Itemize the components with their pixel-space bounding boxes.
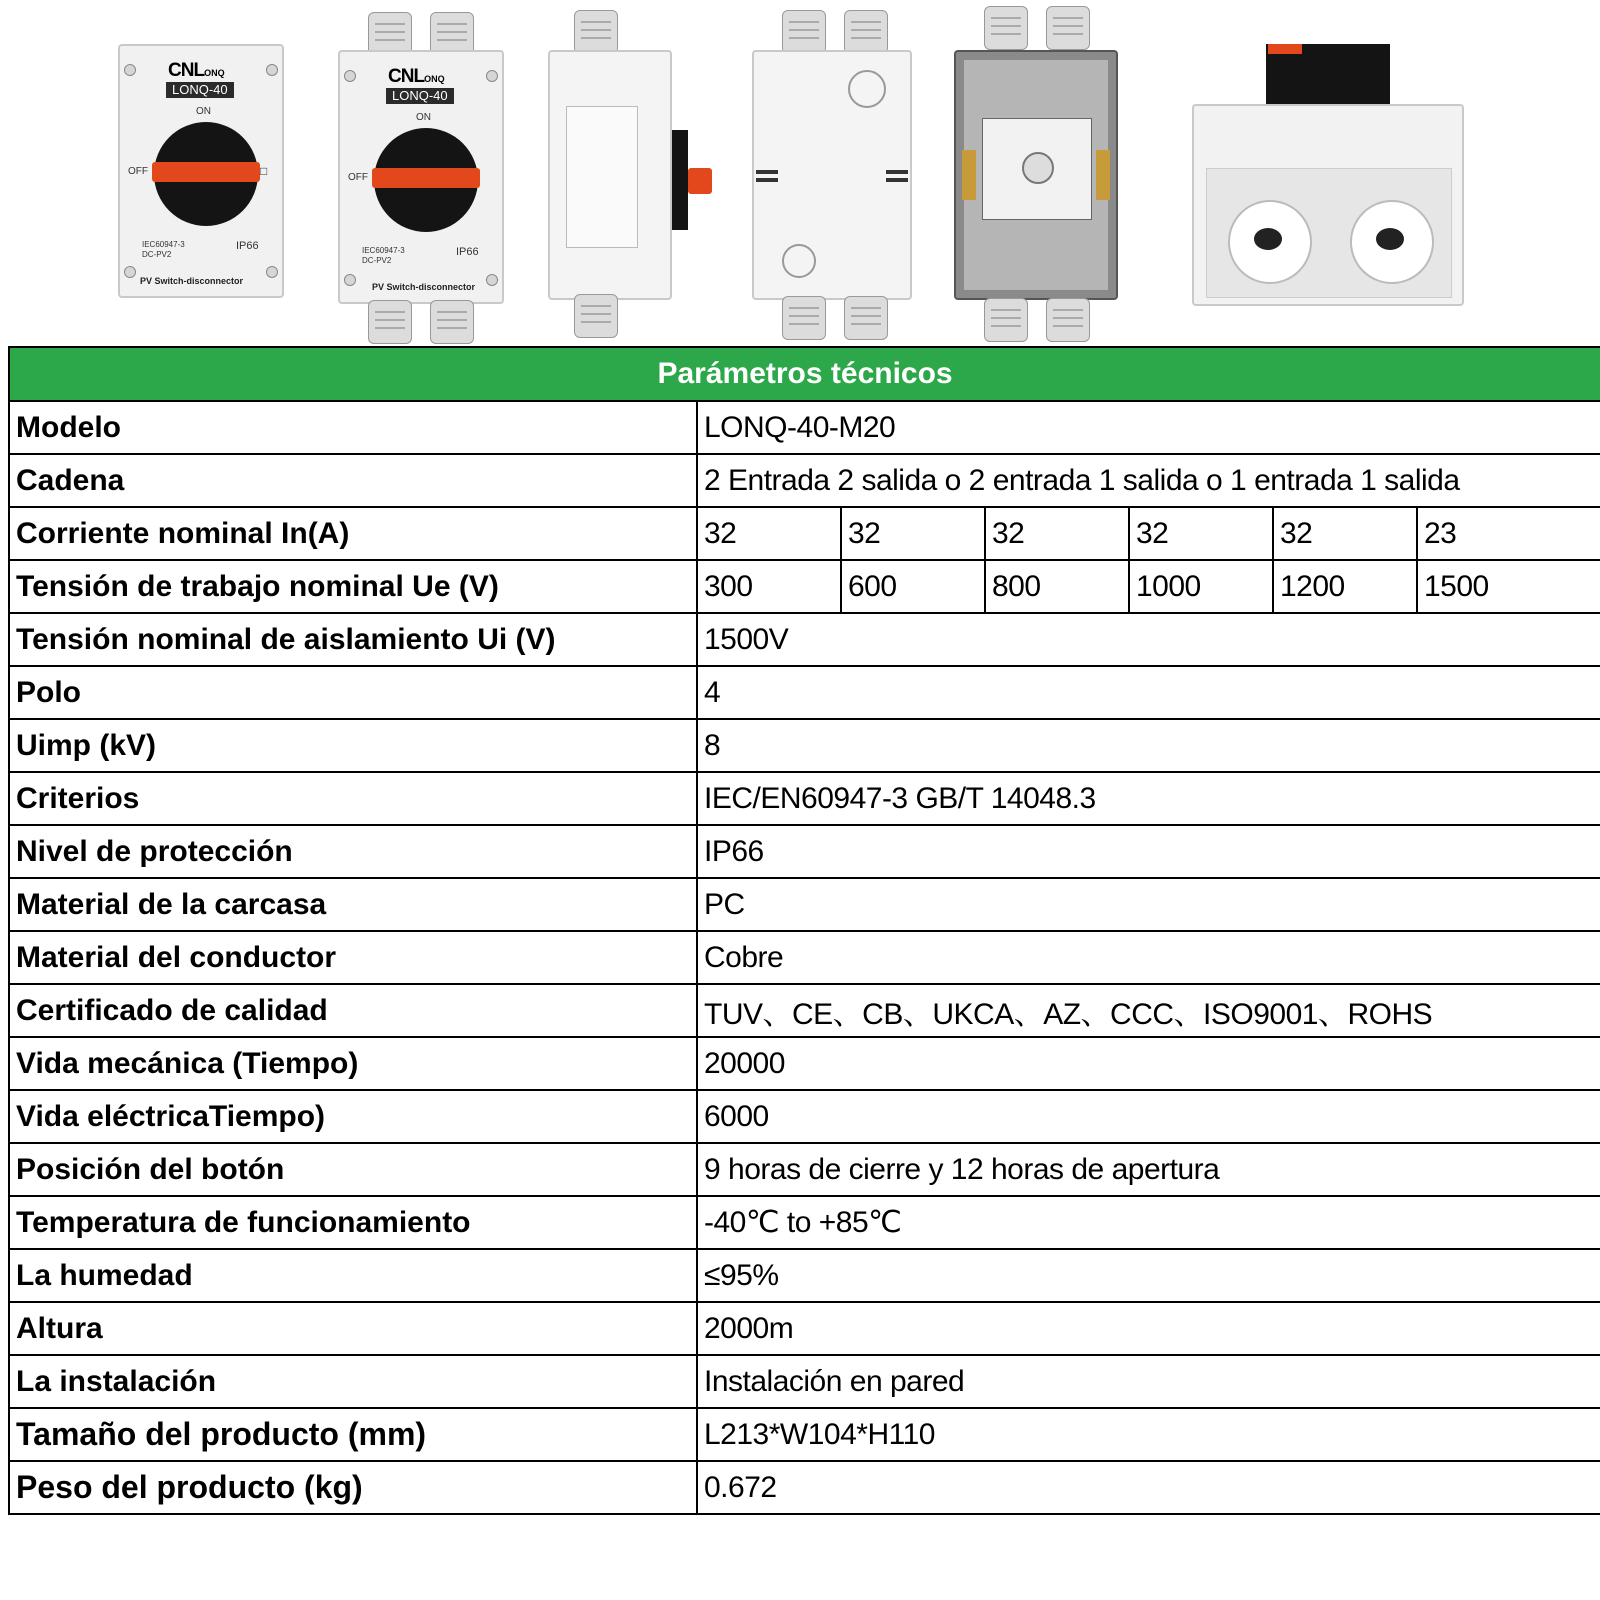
row-value: Instalación en pared: [697, 1355, 1600, 1408]
standard-line2: DC-PV2: [362, 256, 392, 265]
model-tag: LONQ-40: [386, 88, 454, 104]
table-header-row: [9, 347, 1600, 401]
product-image-strip: [0, 0, 1600, 352]
row-subvalue: 32: [697, 507, 841, 560]
mounting-hole: [848, 70, 886, 108]
terminal-left: [962, 150, 976, 200]
row-label: La instalación: [9, 1355, 697, 1408]
product-front-with-glands: [338, 12, 504, 338]
mounting-slot: [756, 170, 778, 174]
row-value: LONQ-40-M20: [697, 401, 1600, 454]
row-value: PC: [697, 878, 1600, 931]
table-row: [9, 1302, 1600, 1355]
table-row: [9, 1249, 1600, 1302]
row-value: 0.672: [697, 1461, 1600, 1514]
row-value: TUV、CE、CB、UKCA、AZ、CCC、ISO9001、ROHS: [697, 984, 1600, 1037]
row-subvalue: 800: [985, 560, 1129, 613]
row-value: 6000: [697, 1090, 1600, 1143]
lock-icon: □: [260, 164, 268, 178]
mounting-slot: [886, 170, 908, 174]
on-label: ON: [196, 106, 211, 117]
row-value: L213*W104*H110: [697, 1408, 1600, 1461]
table-row: [9, 772, 1600, 825]
product-interior-view: [954, 6, 1120, 342]
spec-label-sticker: [566, 106, 638, 248]
terminal-right: [1096, 150, 1110, 200]
row-subvalue: 23: [1417, 507, 1600, 560]
row-subvalue: 32: [1273, 507, 1417, 560]
table-row: [9, 666, 1600, 719]
standard-line1: IEC60947-3: [362, 246, 405, 255]
off-label: OFF: [348, 172, 368, 183]
product-back-view: [752, 10, 918, 340]
knob-top-handle: [1268, 44, 1302, 54]
on-label: ON: [416, 112, 431, 123]
row-value: 8: [697, 719, 1600, 772]
row-value: IEC/EN60947-3 GB/T 14048.3: [697, 772, 1600, 825]
row-value: 4: [697, 666, 1600, 719]
product-bottom-view: [1192, 44, 1464, 306]
row-subvalue: 32: [985, 507, 1129, 560]
row-value: ≤95%: [697, 1249, 1600, 1302]
table-row: [9, 984, 1600, 1037]
gland-insert-left: [1254, 228, 1282, 250]
gland-insert-right: [1376, 228, 1404, 250]
brand-logo: CNLONQ: [168, 60, 225, 81]
row-subvalue: 1000: [1129, 560, 1273, 613]
table-row: [9, 1037, 1600, 1090]
row-label: Criterios: [9, 772, 697, 825]
table-row: [9, 1408, 1600, 1461]
table-row: [9, 401, 1600, 454]
row-label: La humedad: [9, 1249, 697, 1302]
row-label: Tensión nominal de aislamiento Ui (V): [9, 613, 697, 666]
mounting-hole: [782, 244, 816, 278]
row-value: 2000m: [697, 1302, 1600, 1355]
row-value: 20000: [697, 1037, 1600, 1090]
table-row: [9, 878, 1600, 931]
row-label: Tensión de trabajo nominal Ue (V): [9, 560, 697, 613]
model-tag: LONQ-40: [166, 82, 234, 98]
table-row: [9, 719, 1600, 772]
row-label: Polo: [9, 666, 697, 719]
row-subvalue: 32: [1129, 507, 1273, 560]
row-value: IP66: [697, 825, 1600, 878]
off-label: OFF: [128, 166, 148, 177]
row-label: Uimp (kV): [9, 719, 697, 772]
row-value: 1500V: [697, 613, 1600, 666]
table-row: [9, 1461, 1600, 1514]
table-row: [9, 454, 1600, 507]
product-front-view: [118, 44, 284, 298]
switch-shaft: [1022, 152, 1054, 184]
row-subvalue: 1200: [1273, 560, 1417, 613]
row-subvalue: 600: [841, 560, 985, 613]
row-label: Modelo: [9, 401, 697, 454]
product-side-view: [548, 10, 738, 340]
knob-side: [672, 130, 688, 230]
row-label: Corriente nominal In(A): [9, 507, 697, 560]
row-label: Cadena: [9, 454, 697, 507]
ip-label: IP66: [456, 246, 479, 258]
row-label: Temperatura de funcionamiento: [9, 1196, 697, 1249]
row-subvalue: 300: [697, 560, 841, 613]
standard-line2: DC-PV2: [142, 250, 172, 259]
row-label: Vida eléctricaTiempo): [9, 1090, 697, 1143]
table-row: [9, 1196, 1600, 1249]
row-value: Cobre: [697, 931, 1600, 984]
knob-side-handle: [688, 168, 712, 194]
table-row: [9, 613, 1600, 666]
row-value: -40℃ to +85℃: [697, 1196, 1600, 1249]
row-label: Material del conductor: [9, 931, 697, 984]
row-label: Vida mecánica (Tiempo): [9, 1037, 697, 1090]
table-row: [9, 931, 1600, 984]
caption: PV Switch-disconnector: [140, 276, 244, 286]
table-row: [9, 1355, 1600, 1408]
row-subvalue: 32: [841, 507, 985, 560]
row-label: Material de la carcasa: [9, 878, 697, 931]
row-label: Nivel de protección: [9, 825, 697, 878]
spec-table: [8, 346, 1600, 1515]
row-label: Tamaño del producto (mm): [9, 1408, 697, 1461]
caption: PV Switch-disconnector: [372, 282, 476, 292]
row-label: Peso del producto (kg): [9, 1461, 697, 1514]
standard-line1: IEC60947-3: [142, 240, 185, 249]
row-value: 9 horas de cierre y 12 horas de apertura: [697, 1143, 1600, 1196]
knob-handle-bar: [152, 162, 260, 182]
table-row: [9, 1143, 1600, 1196]
row-label: Posición del botón: [9, 1143, 697, 1196]
row-subvalue: 1500: [1417, 560, 1600, 613]
row-value: 2 Entrada 2 salida o 2 entrada 1 salida o 1 entrada 1 salida: [697, 454, 1600, 507]
row-label: Altura: [9, 1302, 697, 1355]
ip-label: IP66: [236, 240, 259, 252]
table-title: Parámetros técnicos: [9, 347, 1600, 401]
table-row: [9, 560, 1600, 613]
brand-logo: CNLONQ: [388, 66, 445, 87]
table-row: [9, 507, 1600, 560]
table-row: [9, 825, 1600, 878]
table-row: [9, 1090, 1600, 1143]
knob-handle-bar: [372, 168, 480, 188]
row-label: Certificado de calidad: [9, 984, 697, 1037]
